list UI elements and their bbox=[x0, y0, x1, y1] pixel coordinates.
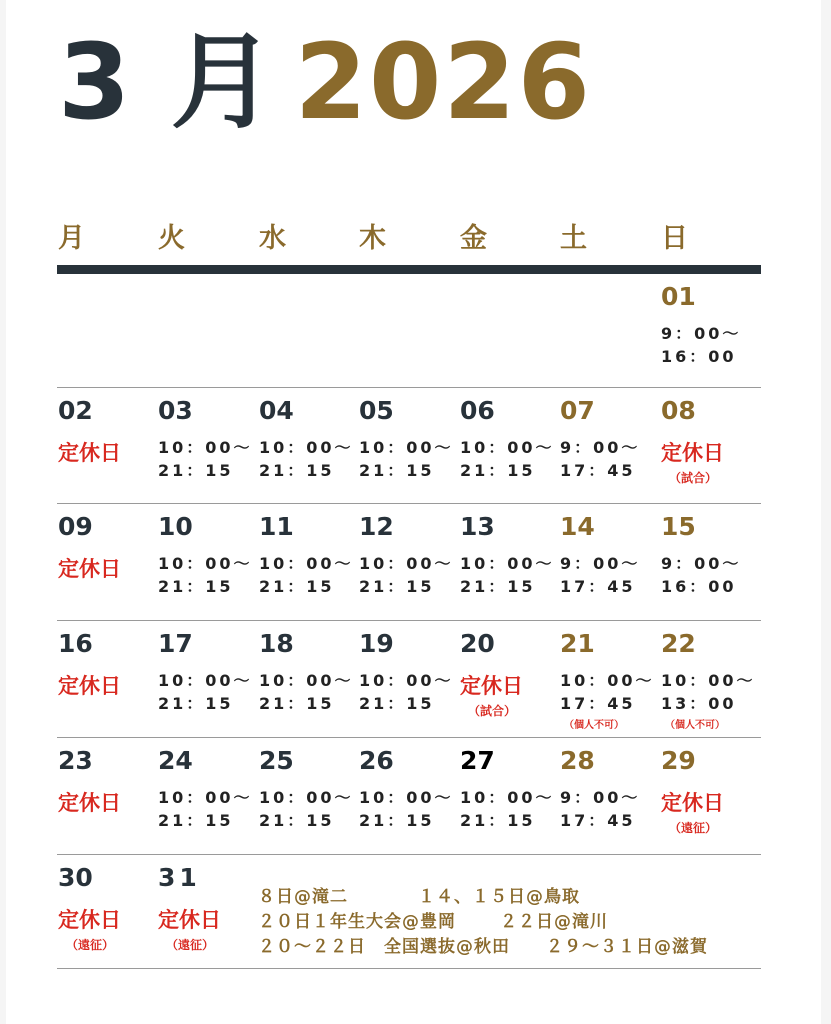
event-text: ２２日@滝川 bbox=[500, 912, 608, 932]
opening-hours bbox=[560, 669, 660, 715]
day-number: 30 bbox=[58, 863, 93, 892]
hours-line: 10：00～ bbox=[158, 788, 253, 807]
day-note: （遠征） bbox=[66, 938, 115, 952]
day-number: 01 bbox=[661, 282, 696, 311]
hours-line: 10：00～ bbox=[158, 438, 253, 457]
hours-line: 10：00～ bbox=[460, 554, 555, 573]
hours-line: 9：00～ bbox=[560, 788, 641, 807]
day-number: 19 bbox=[359, 629, 394, 658]
day-cell bbox=[158, 629, 258, 715]
event-line bbox=[258, 935, 708, 960]
day-number: 14 bbox=[560, 512, 595, 541]
weekday-header: 金 bbox=[460, 223, 487, 254]
day-number: 22 bbox=[661, 629, 696, 658]
opening-hours bbox=[661, 669, 761, 715]
hours-line: 10：00～ bbox=[560, 671, 655, 690]
day-number: 09 bbox=[58, 512, 93, 541]
hours-line: 10：00～ bbox=[259, 438, 354, 457]
hours-line: 21：15 bbox=[158, 577, 234, 596]
day-cell bbox=[560, 746, 660, 832]
hours-line: 10：00～ bbox=[259, 671, 354, 690]
hours-line: 21：15 bbox=[259, 811, 335, 830]
day-cell bbox=[259, 629, 359, 715]
day-note: （遠征） bbox=[669, 821, 718, 835]
event-line bbox=[258, 885, 708, 910]
day-number: 18 bbox=[259, 629, 294, 658]
opening-hours bbox=[158, 436, 258, 482]
day-cell bbox=[158, 746, 258, 832]
day-cell bbox=[460, 512, 560, 598]
day-number: 04 bbox=[259, 396, 294, 425]
day-cell bbox=[460, 396, 560, 482]
closed-label: 定休日 bbox=[58, 557, 121, 581]
day-cell bbox=[661, 396, 761, 486]
hours-line: 10：00～ bbox=[460, 438, 555, 457]
day-number: 17 bbox=[158, 629, 193, 658]
opening-hours bbox=[460, 786, 560, 832]
hours-line: 10：00～ bbox=[158, 671, 253, 690]
day-number: 28 bbox=[560, 746, 595, 775]
day-number: 16 bbox=[58, 629, 93, 658]
weekday-header: 水 bbox=[259, 223, 286, 254]
opening-hours bbox=[259, 552, 359, 598]
event-text: ２０日１年生大会@豊岡 bbox=[258, 912, 456, 932]
hours-line: 21：15 bbox=[359, 577, 435, 596]
day-number: 02 bbox=[58, 396, 93, 425]
day-number: 24 bbox=[158, 746, 193, 775]
day-cell bbox=[158, 863, 258, 953]
hours-line: 21：15 bbox=[158, 811, 234, 830]
hours-line: 21：15 bbox=[259, 461, 335, 480]
day-cell bbox=[58, 863, 158, 953]
hours-line: 10：00～ bbox=[460, 788, 555, 807]
opening-hours bbox=[158, 669, 258, 715]
day-number: 03 bbox=[158, 396, 193, 425]
hours-line: 17：45 bbox=[560, 577, 636, 596]
opening-hours bbox=[560, 552, 660, 598]
closed-label: 定休日 bbox=[460, 674, 523, 698]
opening-hours bbox=[359, 669, 459, 715]
day-number: 25 bbox=[259, 746, 294, 775]
page-title bbox=[58, 22, 592, 142]
day-cell bbox=[560, 512, 660, 598]
opening-hours bbox=[661, 322, 761, 368]
week-divider bbox=[57, 968, 761, 969]
day-number: 05 bbox=[359, 396, 394, 425]
opening-hours bbox=[259, 669, 359, 715]
opening-hours bbox=[259, 786, 359, 832]
day-cell bbox=[460, 629, 560, 719]
day-number: 12 bbox=[359, 512, 394, 541]
day-cell bbox=[661, 629, 761, 731]
opening-hours bbox=[460, 552, 560, 598]
closed-label: 定休日 bbox=[58, 791, 121, 815]
day-cell bbox=[460, 746, 560, 832]
opening-hours bbox=[560, 436, 660, 482]
hours-line: 17：45 bbox=[560, 694, 636, 713]
event-text: ２０～２２日 全国選抜@秋田 bbox=[258, 937, 510, 957]
hours-line: 10：00～ bbox=[259, 554, 354, 573]
day-number: 06 bbox=[460, 396, 495, 425]
day-number: 26 bbox=[359, 746, 394, 775]
day-cell bbox=[560, 396, 660, 482]
day-note: （個人不可） bbox=[665, 720, 725, 731]
day-number: 27 bbox=[460, 746, 495, 775]
hours-line: 17：45 bbox=[560, 461, 636, 480]
opening-hours bbox=[259, 436, 359, 482]
hours-line: 21：15 bbox=[259, 577, 335, 596]
day-note: （遠征） bbox=[166, 938, 215, 952]
hours-line: 16：00 bbox=[661, 577, 737, 596]
opening-hours bbox=[661, 552, 761, 598]
hours-line: 21：15 bbox=[359, 461, 435, 480]
weekday-header: 日 bbox=[661, 223, 688, 254]
hours-line: 9：00～ bbox=[661, 324, 742, 343]
hours-line: 9：00～ bbox=[661, 554, 742, 573]
week-divider bbox=[57, 620, 761, 621]
day-number: 21 bbox=[560, 629, 595, 658]
opening-hours bbox=[460, 436, 560, 482]
closed-label: 定休日 bbox=[58, 441, 121, 465]
day-cell bbox=[259, 512, 359, 598]
opening-hours bbox=[158, 552, 258, 598]
day-note: （試合） bbox=[468, 704, 517, 718]
event-text: ２９～３１日@滋賀 bbox=[546, 937, 708, 957]
day-cell bbox=[58, 629, 158, 699]
weekday-header: 月 bbox=[58, 223, 85, 254]
day-cell bbox=[158, 512, 258, 598]
day-number: 20 bbox=[460, 629, 495, 658]
hours-line: 17：45 bbox=[560, 811, 636, 830]
title-month: 3 月 bbox=[58, 21, 277, 143]
hours-line: 21：15 bbox=[158, 694, 234, 713]
closed-label: 定休日 bbox=[661, 441, 724, 465]
hours-line: 13：00 bbox=[661, 694, 737, 713]
event-line bbox=[258, 910, 708, 935]
week-divider bbox=[57, 854, 761, 855]
hours-line: 10：00～ bbox=[259, 788, 354, 807]
day-number: 29 bbox=[661, 746, 696, 775]
opening-hours bbox=[359, 786, 459, 832]
day-number: 23 bbox=[58, 746, 93, 775]
day-note: （試合） bbox=[669, 471, 718, 485]
header-divider bbox=[57, 265, 761, 274]
weekday-header: 木 bbox=[359, 223, 386, 254]
day-cell bbox=[359, 629, 459, 715]
week-divider bbox=[57, 737, 761, 738]
day-cell bbox=[259, 396, 359, 482]
opening-hours bbox=[158, 786, 258, 832]
day-cell bbox=[560, 629, 660, 731]
hours-line: 21：15 bbox=[460, 811, 536, 830]
closed-label: 定休日 bbox=[58, 908, 121, 932]
day-cell bbox=[58, 746, 158, 816]
hours-line: 10：00～ bbox=[359, 671, 454, 690]
day-number: 31 bbox=[158, 863, 201, 892]
event-text: １４、１５日@鳥取 bbox=[418, 887, 580, 907]
hours-line: 16：00 bbox=[661, 347, 737, 366]
day-cell bbox=[661, 746, 761, 836]
weekday-header: 火 bbox=[158, 223, 185, 254]
event-notes bbox=[258, 885, 708, 960]
day-cell bbox=[58, 396, 158, 466]
day-number: 11 bbox=[259, 512, 294, 541]
hours-line: 10：00～ bbox=[359, 438, 454, 457]
opening-hours bbox=[359, 436, 459, 482]
hours-line: 9：00～ bbox=[560, 554, 641, 573]
day-number: 10 bbox=[158, 512, 193, 541]
title-year: 2026 bbox=[294, 21, 593, 143]
opening-hours bbox=[359, 552, 459, 598]
hours-line: 10：00～ bbox=[359, 788, 454, 807]
day-number: 13 bbox=[460, 512, 495, 541]
day-cell bbox=[359, 396, 459, 482]
day-number: 08 bbox=[661, 396, 696, 425]
hours-line: 21：15 bbox=[158, 461, 234, 480]
week-divider bbox=[57, 387, 761, 388]
hours-line: 10：00～ bbox=[661, 671, 756, 690]
closed-label: 定休日 bbox=[661, 791, 724, 815]
opening-hours bbox=[560, 786, 660, 832]
day-cell bbox=[661, 282, 761, 368]
hours-line: 21：15 bbox=[359, 811, 435, 830]
day-cell bbox=[158, 396, 258, 482]
hours-line: 10：00～ bbox=[359, 554, 454, 573]
day-cell bbox=[661, 512, 761, 598]
day-note: （個人不可） bbox=[564, 720, 624, 731]
day-number: 07 bbox=[560, 396, 595, 425]
day-cell bbox=[359, 512, 459, 598]
week-divider bbox=[57, 503, 761, 504]
day-cell bbox=[259, 746, 359, 832]
day-number: 15 bbox=[661, 512, 696, 541]
hours-line: 21：15 bbox=[259, 694, 335, 713]
closed-label: 定休日 bbox=[58, 674, 121, 698]
hours-line: 21：15 bbox=[460, 577, 536, 596]
hours-line: 21：15 bbox=[359, 694, 435, 713]
closed-label: 定休日 bbox=[158, 908, 221, 932]
hours-line: 21：15 bbox=[460, 461, 536, 480]
event-text: ８日@滝二 bbox=[258, 887, 348, 907]
day-cell bbox=[359, 746, 459, 832]
day-cell bbox=[58, 512, 158, 582]
hours-line: 9：00～ bbox=[560, 438, 641, 457]
weekday-header: 土 bbox=[560, 223, 587, 254]
hours-line: 10：00～ bbox=[158, 554, 253, 573]
